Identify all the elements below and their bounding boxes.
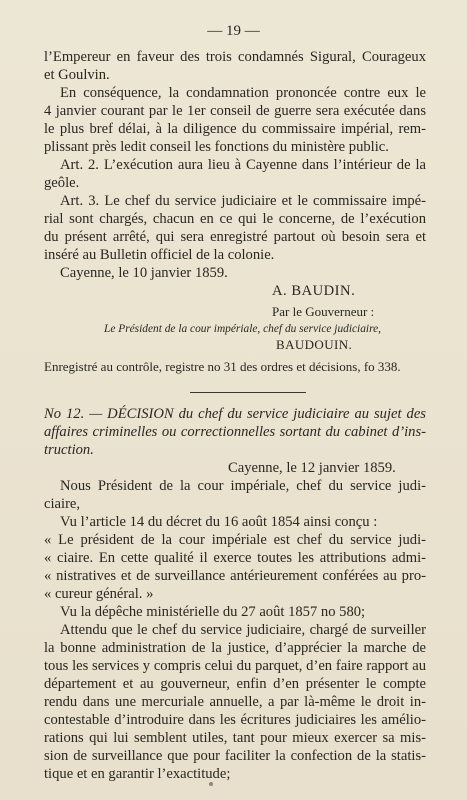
- text-line: plissant près ledit conseil les fonctions du ministère public.: [44, 139, 389, 155]
- quote-line: « ciaire. En cette qualité il exerce toutes les attributions admi-: [44, 550, 426, 566]
- text-line: Nous Président de la cour impériale, chef du service judi-: [60, 478, 426, 494]
- text-line: l’Empereur en faveur des trois condamnés Sigural, Courageux: [44, 49, 426, 65]
- separator-rule: [190, 392, 306, 393]
- signature-baudouin: BAUDOUIN.: [276, 337, 353, 352]
- text-line: sion de surveillance que pour faciliter la confection de la statis-: [44, 748, 426, 764]
- text-line: Art. 2. L’exécution aura lieu à Cayenne dans l’intérieur de la: [60, 157, 426, 173]
- page-number: — 19 —: [207, 23, 260, 39]
- text-line: rial sont chargés, chacun en ce qui le concerne, de l’exécution: [44, 211, 426, 227]
- text-line: En conséquence, la condamnation prononcée contre eux le: [60, 85, 426, 101]
- text-line: inséré au Bulletin officiel de la colonie.: [44, 247, 275, 263]
- decision-heading: No 12. — DÉCISION du chef du service judiciaire au sujet des: [44, 406, 426, 422]
- signature-baudin: A. BAUDIN.: [272, 283, 356, 299]
- text-line: le plus bref délai, à la diligence du commissaire impérial, rem-: [44, 121, 426, 137]
- text-line: 4 janvier courant par le 1er conseil de guerre sera exécutée dans: [44, 103, 426, 119]
- text-line: Art. 3. Le chef du service judiciaire et le commissaire impé-: [60, 193, 426, 209]
- date-line: Cayenne, le 12 janvier 1859.: [228, 460, 396, 476]
- decision-heading: truction.: [44, 442, 94, 458]
- text-line: Par le Gouverneur :: [272, 304, 375, 319]
- text-line: la bonne administration de la justice, d’apprécier la marche de: [44, 640, 426, 656]
- text-line: geôle.: [44, 175, 80, 191]
- text-line: ciaire,: [44, 496, 81, 512]
- quote-line: « nistratives et de surveillance antérieurement conférées au pro-: [44, 568, 426, 584]
- text-line: Le Président de la cour impériale, chef du service judiciaire,: [104, 323, 381, 335]
- decision-heading: affaires criminelles ou correctionnelles sortant du cabinet d’ins-: [44, 424, 426, 440]
- quote-line: « Le président de la cour impériale est chef du service judi-: [44, 532, 426, 548]
- text-line: et Goulvin.: [44, 67, 110, 83]
- text-line: Vu la dépêche ministérielle du 27 août 1857 no 580;: [60, 604, 366, 620]
- text-line: département et au gouverneur, enfin d’en présenter le compte: [44, 676, 426, 692]
- registration-line: Enregistré au contrôle, registre no 31 des ordres et décisions, fo 338.: [44, 359, 401, 374]
- quote-line: « cureur général. »: [44, 586, 154, 602]
- text-line: Vu l’article 14 du décret du 16 août 1854 ainsi conçu :: [60, 514, 378, 530]
- text-line: tique et en garantir l’exactitude;: [44, 766, 231, 782]
- text-line: rations qui lui semblent utiles, tant pour mieux exercer sa mis-: [44, 730, 426, 746]
- text-line: du présent arrêté, qui sera enregistré partout où besoin sera et: [44, 229, 426, 245]
- text-line: tous les services y compris celui du parquet, d’en faire rapport au: [44, 658, 426, 674]
- text-line: Attendu que le chef du service judiciaire, chargé de surveiller: [60, 622, 426, 638]
- text-line: rendu dans une mercuriale annuelle, a par là-même le droit in-: [44, 694, 426, 710]
- text-line: contestable d’introduire dans les écritures judiciaires les amélio-: [44, 712, 426, 728]
- date-line: Cayenne, le 10 janvier 1859.: [60, 265, 228, 281]
- ink-spot: [209, 782, 213, 786]
